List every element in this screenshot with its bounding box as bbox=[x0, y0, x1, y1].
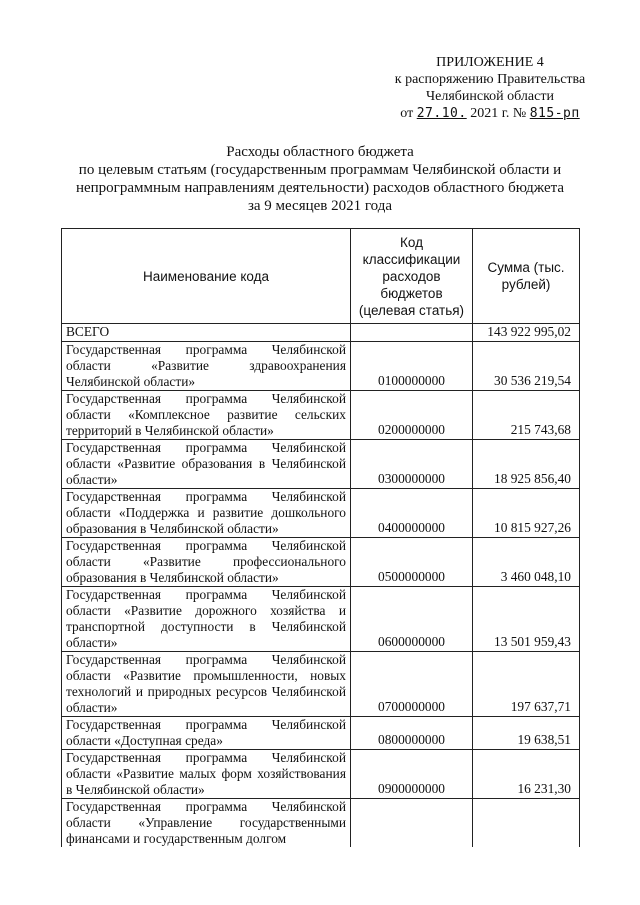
row-code bbox=[351, 799, 473, 848]
row-code: 0500000000 bbox=[351, 538, 473, 587]
table-row bbox=[62, 489, 580, 538]
row-sum: 16 231,30 bbox=[473, 750, 580, 799]
row-name: Государственная программа Челябинской области «Развитие промышленности, новых технологий и природных ресурсов Челябинской области» bbox=[62, 652, 351, 717]
table-row bbox=[62, 440, 580, 489]
row-name: Государственная программа Челябинской области «Комплексное развитие сельских территорий в Челябинской области» bbox=[62, 391, 351, 440]
header-name: Наименование кода bbox=[62, 229, 351, 324]
table-row bbox=[62, 342, 580, 391]
table-row bbox=[62, 391, 580, 440]
row-sum: 3 460 048,10 bbox=[473, 538, 580, 587]
row-sum: 13 501 959,43 bbox=[473, 587, 580, 652]
appendix-line-2: Челябинской области bbox=[426, 89, 554, 104]
title-line-1: Расходы областного бюджета bbox=[226, 144, 414, 160]
total-row bbox=[62, 324, 580, 342]
row-sum bbox=[473, 799, 580, 848]
table-header-row bbox=[62, 229, 580, 324]
row-sum: 30 536 219,54 bbox=[473, 342, 580, 391]
row-code: 0400000000 bbox=[351, 489, 473, 538]
table-row bbox=[62, 799, 580, 848]
row-code: 0800000000 bbox=[351, 717, 473, 750]
row-code: 0900000000 bbox=[351, 750, 473, 799]
appendix-block bbox=[360, 54, 620, 122]
row-name: Государственная программа Челябинской области «Развитие малых форм хозяйствования в Челябинской области» bbox=[62, 750, 351, 799]
table-row bbox=[62, 538, 580, 587]
header-sum: Сумма (тыс. рублей) bbox=[473, 229, 580, 324]
row-sum: 197 637,71 bbox=[473, 652, 580, 717]
appendix-title: ПРИЛОЖЕНИЕ 4 bbox=[436, 55, 544, 70]
row-name: Государственная программа Челябинской области «Управление государственными финансами и государственным долгом bbox=[62, 799, 351, 848]
appendix-line-1: к распоряжению Правительства bbox=[394, 72, 586, 87]
row-name: Государственная программа Челябинской области «Развитие образования в Челябинской области» bbox=[62, 440, 351, 489]
total-label: ВСЕГО bbox=[62, 324, 351, 342]
row-code: 0200000000 bbox=[351, 391, 473, 440]
table-row bbox=[62, 717, 580, 750]
row-code: 0300000000 bbox=[351, 440, 473, 489]
row-name: Государственная программа Челябинской области «Доступная среда» bbox=[62, 717, 351, 750]
total-sum: 143 922 995,02 bbox=[473, 324, 580, 342]
document-title bbox=[70, 143, 570, 215]
total-code bbox=[351, 324, 473, 342]
row-name: Государственная программа Челябинской области «Поддержка и развитие дошкольного образования в Челябинской области» bbox=[62, 489, 351, 538]
budget-table bbox=[61, 228, 580, 847]
row-sum: 10 815 927,26 bbox=[473, 489, 580, 538]
table-row bbox=[62, 750, 580, 799]
row-code: 0100000000 bbox=[351, 342, 473, 391]
row-code: 0600000000 bbox=[351, 587, 473, 652]
order-number: 815-рп bbox=[529, 106, 580, 121]
row-sum: 215 743,68 bbox=[473, 391, 580, 440]
row-code: 0700000000 bbox=[351, 652, 473, 717]
order-date: 27.10. bbox=[416, 106, 467, 121]
order-from: от bbox=[400, 106, 414, 121]
row-sum: 19 638,51 bbox=[473, 717, 580, 750]
row-name: Государственная программа Челябинской области «Развитие профессионального образования в Челябинской области» bbox=[62, 538, 351, 587]
header-code: Код классификации расходов бюджетов (целевая статья) bbox=[351, 229, 473, 324]
row-name: Государственная программа Челябинской области «Развитие дорожного хозяйства и транспортной доступности в Челябинской области» bbox=[62, 587, 351, 652]
title-line-3: непрограммным направлениям деятельности) расходов областного бюджета bbox=[75, 180, 565, 196]
order-year: 2021 г. № bbox=[470, 106, 527, 121]
table-row bbox=[62, 587, 580, 652]
order-reference bbox=[360, 105, 620, 122]
row-name: Государственная программа Челябинской области «Развитие здравоохранения Челябинской области» bbox=[62, 342, 351, 391]
row-sum: 18 925 856,40 bbox=[473, 440, 580, 489]
table-row bbox=[62, 652, 580, 717]
title-line-4: за 9 месяцев 2021 года bbox=[247, 198, 393, 214]
title-line-2: по целевым статьям (государственным программам Челябинской области и bbox=[78, 162, 562, 178]
